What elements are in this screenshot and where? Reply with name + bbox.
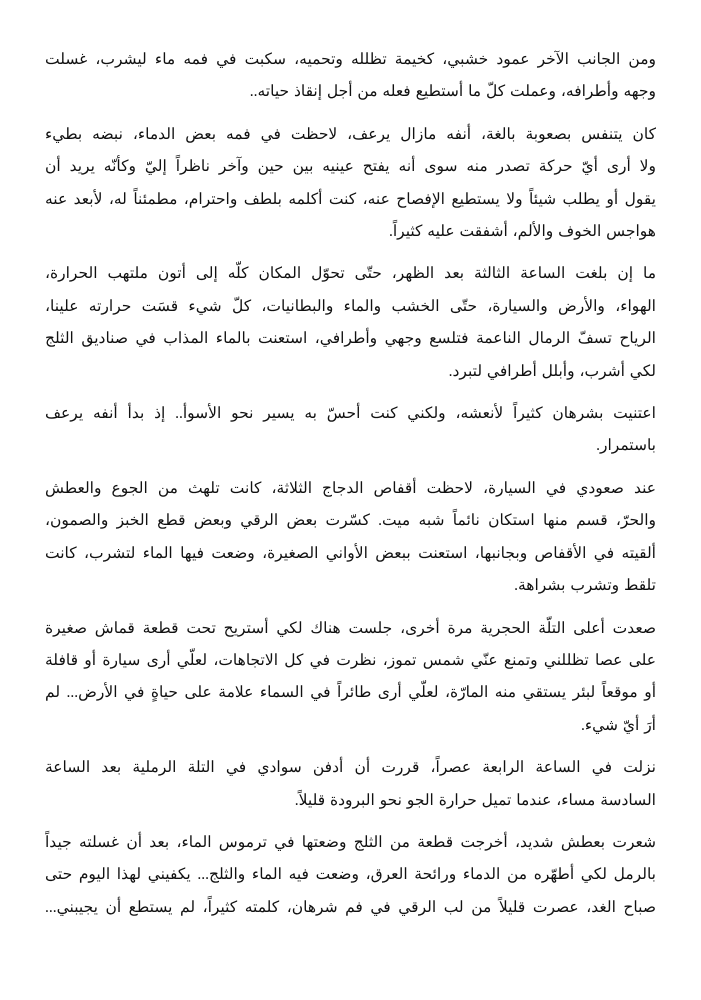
text-line: على عصا تظللني وتمنع عنّي شمس تموز، نظرت في كل الاتجاهات، لعلّي أرى سيارة أو قافلة — [45, 651, 656, 669]
text-line: هواجس الخوف والألم، أشفقت عليه كثيراً. — [388, 223, 656, 241]
text-line: ما إن بلغت الساعة الثالثة بعد الظهر، حتّى تحوّل المكان كلّه إلى أتون ملتهب الحرارة، — [45, 265, 656, 283]
text-line: تلقط وتشرب بشراهة. — [514, 577, 656, 595]
paragraph-6 — [45, 613, 656, 743]
text-line: وجهه وأطرافه، وعملت كلّ ما أستطيع فعله من أجل إنقاذ حياته.. — [249, 83, 656, 101]
paragraph-1 — [45, 44, 656, 109]
text-line: ولا أرى أيّ حركة تصدر منه سوى أنه يفتح عينيه بين حين وآخر ناظراً إليّ وكأنّه يريد أن — [45, 158, 656, 176]
text-line: الرياح تسفّ الرمال الناعمة فتلسع وجهي وأطرافي، استعنت بالماء المذاب في صناديق الثلج — [45, 330, 656, 348]
text-line: ومن الجانب الآخر عمود خشبي، كخيمة تظلله وتحميه، سكبت في فمه ماء ليشرب، غسلت — [45, 51, 656, 68]
text-line: والحرّ، قسم منها استكان نائماً شبه ميت. كسّرت بعض الرقي وبعض قطع الخبز والصمون، — [45, 512, 656, 530]
paragraph-7 — [45, 752, 656, 817]
text-line: يقول أو يطلب شيئاً ولا يستطيع الإفصاح عنه، كنت أكلمه بلطف واحترام، مطمئناً له، لأبعد عنه — [45, 190, 656, 208]
paragraph-2 — [45, 119, 656, 249]
paragraph-4 — [45, 398, 656, 463]
text-line: لكي أشرب، وأبلل أطرافي لتبرد. — [448, 362, 656, 380]
text-line: الهواء، والأرض والسيارة، حتّى الخشب والماء والبطانيات، كلّ شيء قسَت حرارته علينا، — [45, 297, 656, 315]
text-line: السادسة مساء، عندما تميل حرارة الجو نحو البرودة قليلاً. — [294, 791, 656, 809]
text-line: بالرمل لكي أطهّره من الدماء ورائحة العرق، وضعت فيه الماء والثلج... يكفيني لهذا اليوم حتى — [45, 866, 656, 884]
text-line: أو موقعاً لبئر يستقي منه المارّة، لعلّي أرى طائراً في السماء علامة على حياةٍ في الأرض... لم — [45, 684, 656, 702]
text-line: شعرت بعطش شديد، أخرجت قطعة من الثلج وضعتها في ترموس الماء، بعد أن غسلته جيداً — [45, 833, 656, 851]
text-line: أرَ أيّ شيء. — [580, 716, 656, 734]
text-line: صباح الغد، عصرت قليلاً من لب الرقي في فم شرهان، كلمته كثيراً، لم يستطع أن يجيبني... — [45, 898, 656, 916]
text-line: باستمرار. — [596, 437, 656, 455]
text-line: اعتنيت بشرهان كثيراً لأنعشه، ولكني كنت أحسّ به يسير نحو الأسوأ.. إذ بدأ أنفه يرعف — [45, 405, 656, 423]
document-page — [45, 44, 656, 934]
paragraph-8 — [45, 827, 656, 924]
text-line: نزلت في الساعة الرابعة عصراً، قررت أن أدفن سوادي في التلة الرملية بعد الساعة — [45, 759, 656, 777]
text-line: كان يتنفس بصعوبة بالغة، أنفه مازال يرعف، لاحظت في فمه بعض الدماء، نبضه بطيء — [45, 125, 656, 143]
paragraph-5 — [45, 473, 656, 603]
paragraph-3 — [45, 258, 656, 388]
text-line: ألقيته في الأقفاص وبجانبها، استعنت ببعض الأواني الصغيرة، وضعت فيها الماء لتشرب، كانت — [45, 544, 656, 562]
text-line: عند صعودي في السيارة، لاحظت أقفاص الدجاج الثلاثة، كانت تلهث من الجوع والعطش — [45, 479, 656, 497]
text-line: صعدت أعلى التلّة الحجرية مرة أخرى، جلست هناك لكي أستريح تحت قطعة قماش صغيرة — [45, 619, 656, 637]
